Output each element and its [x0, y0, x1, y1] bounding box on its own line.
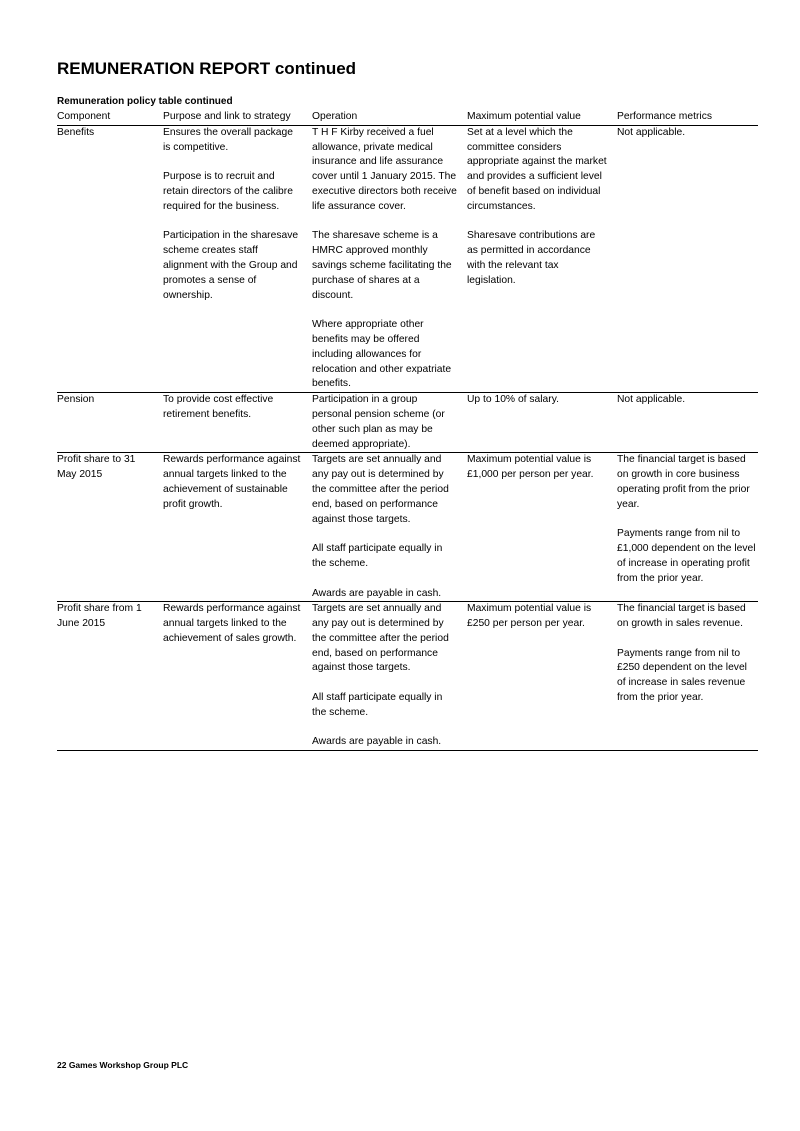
header-purpose: Purpose and link to strategy	[163, 110, 312, 125]
header-maximum: Maximum potential value	[467, 110, 617, 125]
table-header-row	[57, 110, 758, 125]
page-title: REMUNERATION REPORT continued	[57, 59, 357, 78]
cell-operation	[312, 602, 467, 751]
table-row	[57, 393, 758, 453]
cell-paragraph: Up to 10% of salary.	[467, 394, 559, 406]
cell-paragraph: Where appropriate other benefits may be offered including allowances for relocation and other expatriate benefits.	[312, 319, 452, 390]
cell-performance	[617, 393, 758, 453]
cell-paragraph: Not applicable.	[617, 126, 686, 138]
cell-performance	[617, 602, 758, 751]
header-operation: Operation	[312, 110, 467, 125]
cell-paragraph: Ensures the overall package is competitive.	[163, 126, 293, 153]
cell-operation	[312, 453, 467, 602]
cell-paragraph: Set at a level which the committee considers appropriate against the market and provides a sufficient level of benefit based on individual circumstances.	[467, 126, 607, 212]
cell-paragraph: Maximum potential value is £1,000 per person per year.	[467, 454, 594, 481]
cell-paragraph: Sharesave contributions are as permitted in accordance with the relevant tax legislation.	[467, 230, 596, 286]
cell-paragraph: Payments range from nil to £250 dependent on the level of increase in sales revenue from the prior year.	[617, 647, 747, 704]
cell-component: Pension	[57, 393, 163, 453]
cell-operation	[312, 125, 467, 392]
cell-performance	[617, 125, 758, 392]
cell-purpose	[163, 453, 312, 602]
header-performance: Performance metrics	[617, 110, 758, 125]
cell-paragraph: All staff participate equally in the scheme.	[312, 543, 443, 569]
cell-paragraph: To provide cost effective retirement benefits.	[163, 394, 274, 420]
cell-component: Profit share from 1 June 2015	[57, 602, 163, 751]
cell-maximum	[467, 453, 617, 602]
cell-paragraph: Maximum potential value is £250 per person per year.	[467, 603, 592, 630]
section-title: Remuneration policy table continued	[57, 96, 233, 107]
table-row	[57, 125, 758, 392]
cell-paragraph: The financial target is based on growth in sales revenue.	[617, 603, 746, 630]
cell-paragraph: Targets are set annually and any pay out is determined by the committee after the period end, based on performance against those targets.	[312, 603, 449, 674]
header-component: Component	[57, 110, 163, 125]
table-row	[57, 602, 758, 751]
cell-paragraph: Purpose is to recruit and retain directors of the calibre required for the business.	[163, 171, 293, 212]
cell-component: Profit share to 31 May 2015	[57, 453, 163, 602]
table-body	[57, 125, 758, 750]
cell-paragraph: Awards are payable in cash.	[312, 587, 442, 599]
cell-maximum	[467, 602, 617, 751]
cell-purpose	[163, 393, 312, 453]
cell-paragraph: T H F Kirby received a fuel allowance, private medical insurance and life assurance cover until 1 January 2015. The executive directors both receive life assurance cover.	[312, 126, 457, 212]
cell-maximum	[467, 393, 617, 453]
cell-paragraph: Not applicable.	[617, 394, 686, 406]
cell-purpose	[163, 602, 312, 751]
remuneration-policy-table	[57, 110, 758, 751]
cell-maximum	[467, 125, 617, 392]
table-row	[57, 453, 758, 602]
cell-paragraph: Awards are payable in cash.	[312, 736, 442, 748]
cell-performance	[617, 453, 758, 602]
cell-component: Benefits	[57, 125, 163, 392]
cell-paragraph: Rewards performance against annual targets linked to the achievement of sales growth.	[163, 603, 301, 644]
cell-paragraph: The financial target is based on growth in core business operating profit from the prior year.	[617, 454, 750, 510]
cell-paragraph: All staff participate equally in the scheme.	[312, 692, 443, 718]
cell-paragraph: Participation in a group personal pension scheme (or other such plan as may be deemed appropriate).	[312, 394, 445, 450]
cell-paragraph: Targets are set annually and any pay out is determined by the committee after the period end, based on performance against those targets.	[312, 454, 449, 525]
cell-operation	[312, 393, 467, 453]
cell-paragraph: Payments range from nil to £1,000 dependent on the level of increase in operating profit from the prior year.	[617, 528, 756, 584]
cell-paragraph: The sharesave scheme is a HMRC approved monthly savings scheme facilitating the purchase of shares at a discount.	[312, 230, 452, 301]
cell-paragraph: Participation in the sharesave scheme creates staff alignment with the Group and promotes a sense of ownership.	[163, 230, 299, 301]
page-footer: 22 Games Workshop Group PLC	[57, 1060, 189, 1070]
cell-paragraph: Rewards performance against annual targets linked to the achievement of sustainable profit growth.	[163, 454, 301, 510]
cell-purpose	[163, 125, 312, 392]
